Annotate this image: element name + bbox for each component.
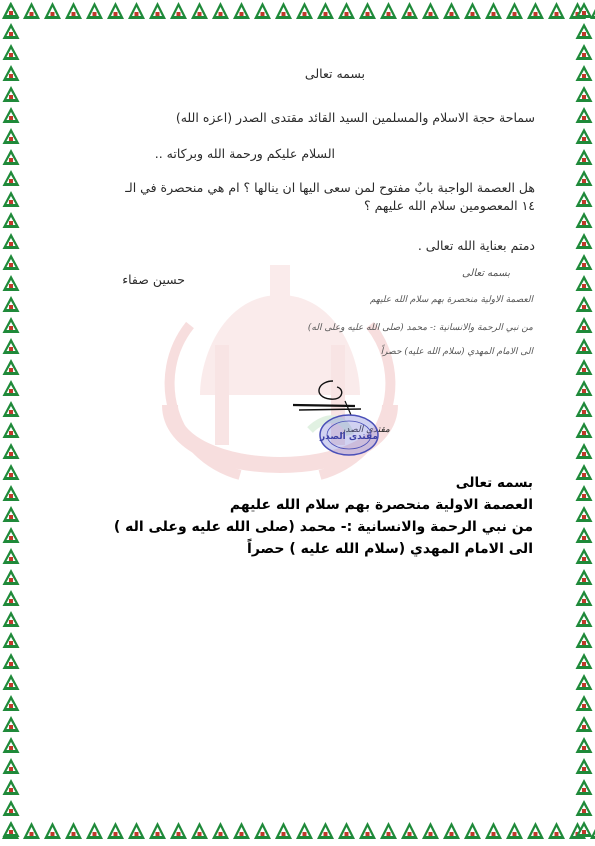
handwritten-line-4: الى الامام المهدي (سلام الله عليه) حصراً [380, 347, 533, 357]
letter-addressee: سماحة حجة الاسلام والمسلمين السيد القائد مقتدى الصدر (اعزه الله) [175, 110, 535, 125]
letter-closing: دمتم بعناية الله تعالى . [417, 238, 535, 253]
handwritten-basmala: بسمه تعالى [461, 268, 510, 279]
reply-line-4: الى الامام المهدي (سلام الله عليه ) حصراً [247, 541, 533, 557]
letter-basmala: بسمه تعالى [304, 66, 365, 81]
letter-question-line1: هل العصمة الواجبة بابٌ مفتوح لمن سعى اليها ان ينالها ؟ ام هي منحصرة في الـ [125, 180, 535, 195]
printed-reply [53, 472, 533, 560]
signature-caption-text: مقتدى الصدر [341, 425, 390, 435]
reply-line-2: العصمة الاولية منحصرة بهم سلام الله عليهم [229, 497, 533, 513]
official-stamp [318, 413, 380, 457]
letter-signer: حسين صفاء [122, 272, 185, 287]
reply-basmala: بسمه تعالى [455, 475, 533, 491]
letter-greeting: السلام عليكم ورحمة الله وبركاته .. [154, 146, 335, 161]
handwritten-line-3: من نبي الرحمة والانسانية :- محمد (صلى الله عليه وعلى اله) [307, 323, 533, 333]
stamp-text: مقتدى الصدر [319, 432, 379, 442]
reply-line-3: من نبي الرحمة والانسانية :- محمد (صلى الله عليه وعلى اله ) [113, 519, 533, 535]
handwritten-line-2: العصمة الاولية منحصرة بهم سلام الله عليهم [369, 295, 533, 305]
letter-question-line2: ١٤ المعصومين سلام الله عليهم ؟ [364, 198, 535, 213]
